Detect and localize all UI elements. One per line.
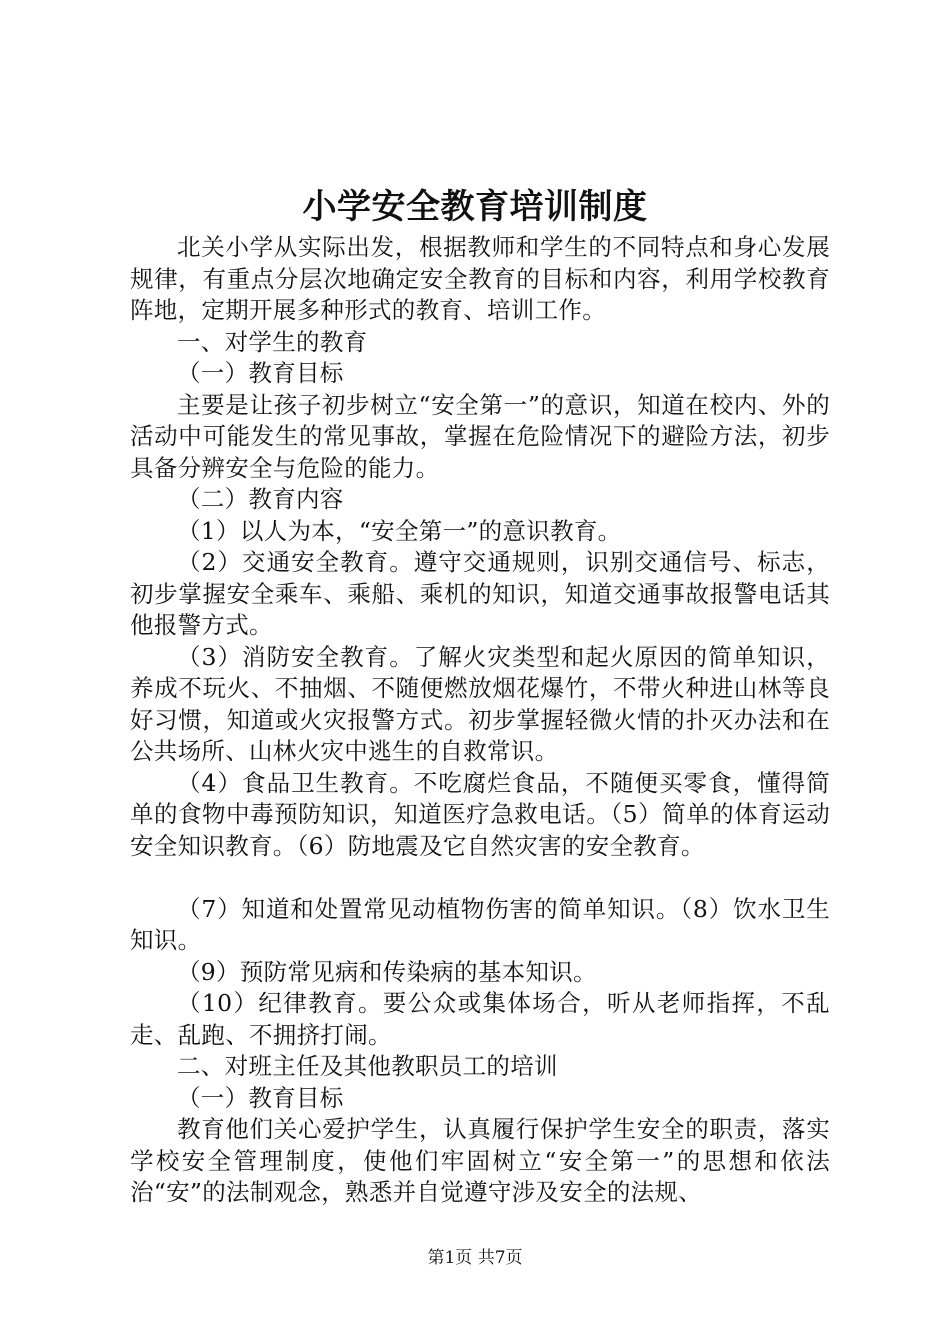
content-item-10: （10）纪律教育。要公众或集体场合，听从老师指挥，不乱走、乱跑、不拥挤打闹。 [130, 989, 830, 1049]
page-footer: 第1页 共7页 [427, 1248, 523, 1268]
content-item-7-8: （7）知道和处置常见动植物伤害的简单知识。（8）饮水卫生知识。 [130, 894, 830, 954]
document-body [130, 232, 830, 1209]
document-title: 小学安全教育培训制度 [302, 187, 648, 227]
section-heading-staff: 二、对班主任及其他教职员工的培训 [177, 1052, 558, 1080]
goals-paragraph: 主要是让孩子初步树立“安全第一”的意识，知道在校内、外的活动中可能发生的常见事故，掌握在危险情况下的避险方法，初步具备分辨安全与危险的能力。 [130, 390, 830, 482]
intro-paragraph: 北关小学从实际出发，根据教师和学生的不同特点和身心发展规律，有重点分层次地确定安全教育的目标和内容，利用学校教育阵地，定期开展多种形式的教育、培训工作。 [130, 233, 830, 324]
staff-goals-paragraph: 教育他们关心爱护学生，认真履行保护学生安全的职责，落实学校安全管理制度，使他们牢固树立“安全第一”的思想和依法治“安”的法制观念，熟悉并自觉遵守涉及安全的法规、 [130, 1115, 830, 1206]
content-item-1: （1）以人为本，“安全第一”的意识教育。 [177, 516, 622, 545]
subheading-goals: （一）教育目标 [177, 359, 344, 387]
content-item-9: （9）预防常见病和传染病的基本知识。 [177, 957, 597, 986]
content-item-3: （3）消防安全教育。了解火灾类型和起火原因的简单知识，养成不玩火、不抽烟、不随便燃放烟花爆竹，不带火种进山林等良好习惯，知道或火灾报警方式。初步掌握轻微火情的扑灭办法和在公共场所、山林火灾中逃生的自救常识。 [130, 642, 830, 765]
subheading-staff-goals: （一）教育目标 [177, 1083, 344, 1112]
section-heading-students: 一、对学生的教育 [177, 327, 368, 356]
content-item-4-6: （4）食品卫生教育。不吃腐烂食品，不随便买零食，懂得简单的食物中毒预防知识，知道医疗急救电话。（5）简单的体育运动安全知识教育。（6）防地震及它自然灾害的安全教育。 [130, 768, 830, 860]
content-item-2: （2）交通安全教育。遵守交通规则，识别交通信号、标志，初步掌握安全乘车、乘船、乘机的知识，知道交通事故报警电话其他报警方式。 [130, 548, 830, 639]
subheading-content: （二）教育内容 [177, 485, 344, 513]
